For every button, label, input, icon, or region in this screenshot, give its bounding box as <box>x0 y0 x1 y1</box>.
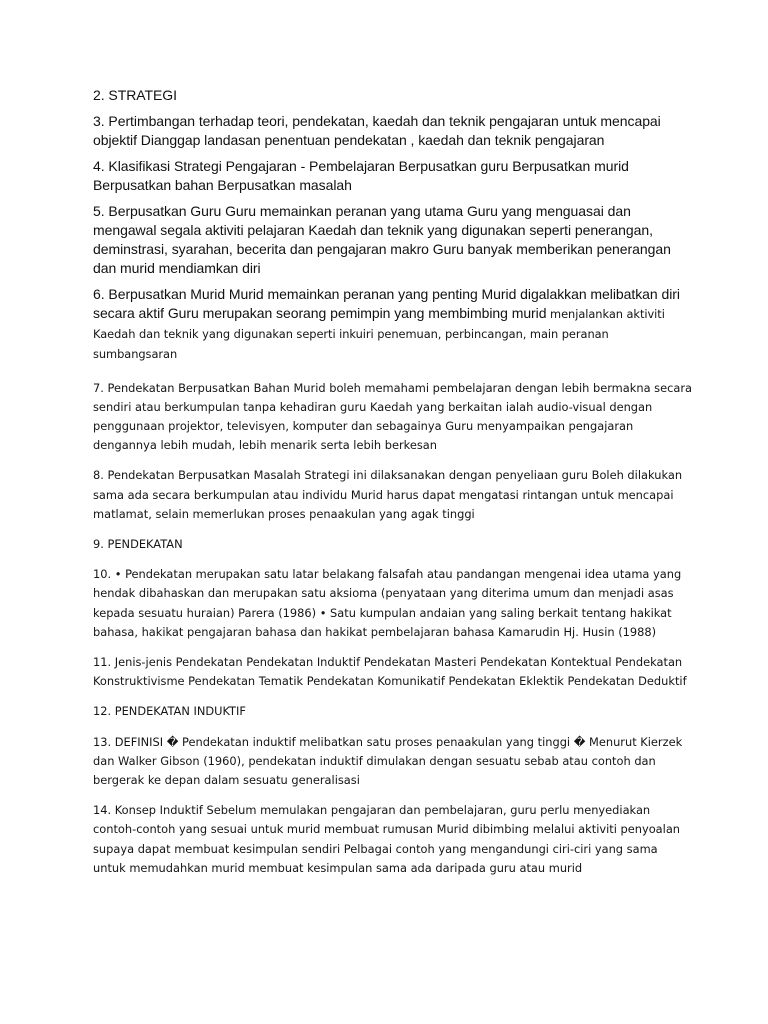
paragraph-13: 13. DEFINISI � Pendekatan induktif melibatkan satu proses penaakulan yang tinggi � Menurut Kierzek dan Walker Gibson (1960), pendekatan induktif dimulakan dengan sesuatu sebab atau contoh dan bergerak ke depan dalam sesuatu generalisasi <box>93 734 683 788</box>
paragraph-6-tail: menjalankan aktiviti Kaedah dan teknik yang digunakan seperti inkuiri penemuan, perbincangan, main peranan sumbangsaran <box>93 307 665 362</box>
document-page <box>93 86 693 878</box>
paragraph-3: 3. Pertimbangan terhadap teori, pendekatan, kaedah dan teknik pengajaran untuk mencapai objektif Dianggap landasan penentuan pendekatan , kaedah dan teknik pengajaran <box>93 113 661 148</box>
paragraph-9-heading: 9. PENDEKATAN <box>93 537 183 552</box>
paragraph-6-main: 6. Berpusatkan Murid Murid memainkan peranan yang penting Murid digalakkan melibatkan diri secara aktif Guru merupakan seorang pemimpin yang membimbing murid <box>93 286 680 321</box>
paragraph-14: 14. Konsep Induktif Sebelum memulakan pengajaran dan pembelajaran, guru perlu menyediakan contoh-contoh yang sesuai untuk murid membuat rumusan Murid dibimbing melalui aktiviti penyoalan supaya dapat membuat kesimpulan sendiri Pelbagai contoh yang mengandungi ciri-ciri yang sama untuk memudahkan murid membuat kesimpulan sama ada daripada guru atau murid <box>93 803 681 875</box>
paragraph-5: 5. Berpusatkan Guru Guru memainkan peranan yang utama Guru yang menguasai dan mengawal segala aktiviti pelajaran Kaedah dan teknik yang digunakan seperti penerangan, deminstrasi, syarahan, becerita dan pengajaran makro Guru banyak memberikan penerangan dan murid mendiamkan diri <box>93 203 671 276</box>
paragraph-11: 11. Jenis-jenis Pendekatan Pendekatan Induktif Pendekatan Masteri Pendekatan Kontektual Pendekatan Konstruktivisme Pendekatan Tematik Pendekatan Komunikatif Pendekatan Eklektik Pendekatan Deduktif <box>93 655 687 689</box>
paragraph-7: 7. Pendekatan Berpusatkan Bahan Murid boleh memahami pembelajaran dengan lebih bermakna secara sendiri atau berkumpulan tanpa kehadiran guru Kaedah yang berkaitan ialah audio-visual dengan penggunaan projektor, televisyen, komputer dan sebagainya Guru menyampaikan pengajaran dengannya lebih mudah, lebih menarik serta lebih berkesan <box>93 380 693 453</box>
paragraph-6 <box>93 285 693 365</box>
paragraph-8: 8. Pendekatan Berpusatkan Masalah Strategi ini dilaksanakan dengan penyeliaan guru Boleh dilakukan sama ada secara berkumpulan atau individu Murid harus dapat mengatasi rintangan untuk mencapai matlamat, selain memerlukan proses penaakulan yang agak tinggi <box>93 468 683 521</box>
paragraph-2-heading: 2. STRATEGI <box>93 87 177 103</box>
paragraph-4: 4. Klasifikasi Strategi Pengajaran - Pembelajaran Berpusatkan guru Berpusatkan murid Berpusatkan bahan Berpusatkan masalah <box>93 158 629 193</box>
paragraph-12-heading: 12. PENDEKATAN INDUKTIF <box>93 704 246 719</box>
paragraph-10: 10. • Pendekatan merupakan satu latar belakang falsafah atau pandangan mengenai idea utama yang hendak dibahaskan dan merupakan satu aksioma (penyataan yang diterima umum dan menjadi asas kepada sesuatu huraian) Parera (1986) • Satu kumpulan andaian yang saling berkait tentang hakikat bahasa, hakikat pengajaran bahasa dan hakikat pembelajaran bahasa Kamarudin Hj. Husin (1988) <box>93 567 682 639</box>
